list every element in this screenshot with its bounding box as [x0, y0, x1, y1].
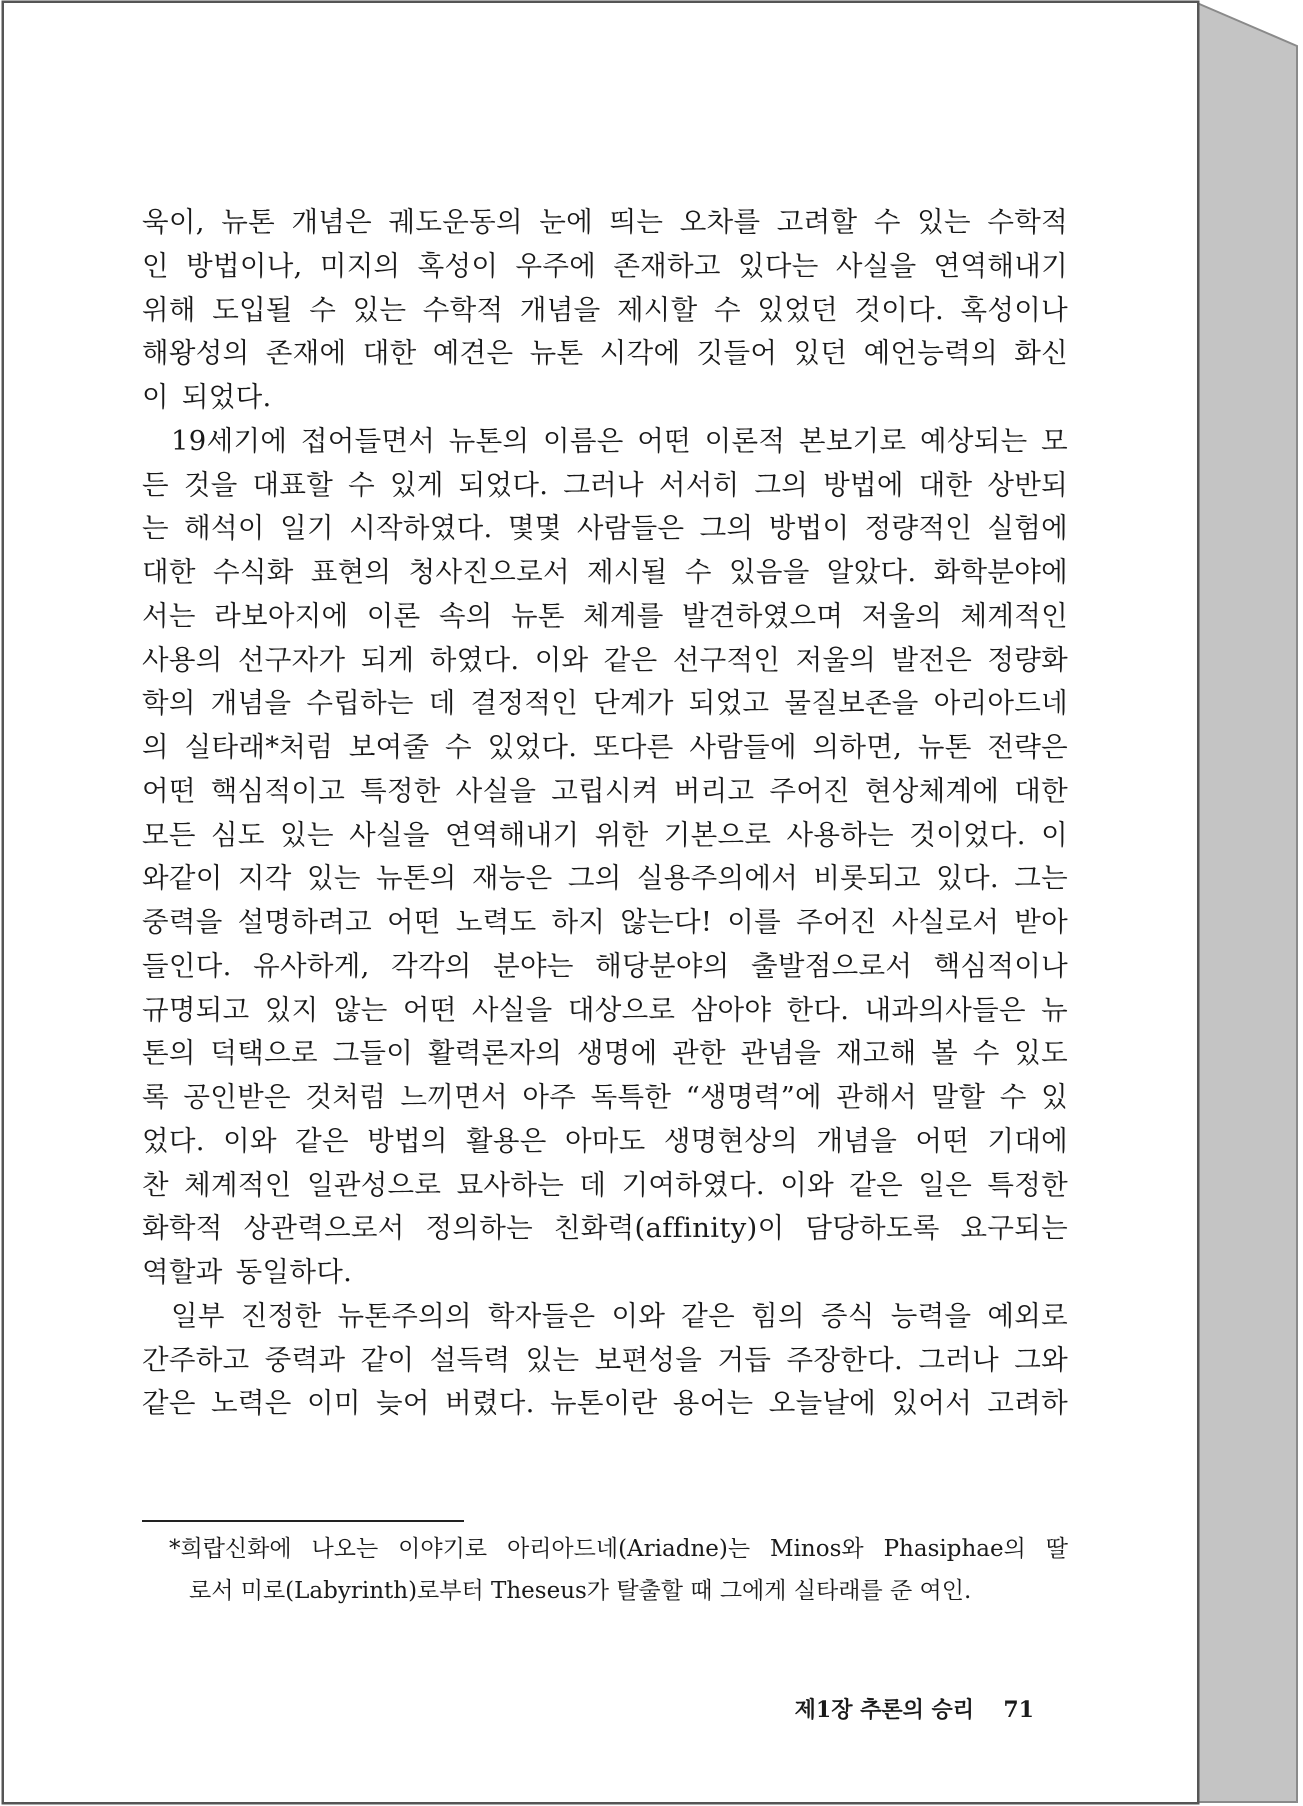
body-line: 19세기에 접어들면서 뉴톤의 이름은 어떤 이론적 본보기로 예상되는 모	[171, 424, 1068, 457]
body-line: 이 되었다.	[142, 381, 272, 413]
book-side-face	[1197, 3, 1297, 1802]
body-line: 대한 수식화 표현의 청사진으로서 제시될 수 있음을 알았다. 화학분야에	[142, 556, 1068, 588]
footnote-line: *희랍신화에 나오는 이야기로 아리아드네(Ariadne)는 Minos와 Phasiphae의 딸	[169, 1536, 1068, 1562]
body-line: 학의 개념을 수립하는 데 결정적인 단계가 되었고 물질보존을 아리아드네	[142, 687, 1068, 720]
body-line: 역할과 동일하다.	[142, 1256, 353, 1288]
body-line: 모든 심도 있는 사실을 연역해내기 위한 기본으로 사용하는 것이었다. 이	[142, 818, 1068, 851]
body-line: 같은 노력은 이미 늦어 버렸다. 뉴톤이란 용어는 오늘날에 있어서 고려하	[142, 1387, 1068, 1420]
page-number: 71	[1003, 1697, 1034, 1723]
body-line: 었다. 이와 같은 방법의 활용은 아마도 생명현상의 개념을 어떤 기대에	[142, 1124, 1068, 1157]
page-footer	[795, 1693, 1034, 1724]
body-line: 와같이 지각 있는 뉴톤의 재능은 그의 실용주의에서 비롯되고 있다. 그는	[142, 862, 1068, 895]
body-line: 중력을 설명하려고 어떤 노력도 하지 않는다! 이를 주어진 사실로서 받아	[142, 906, 1068, 938]
body-line: 어떤 핵심적이고 특정한 사실을 고립시켜 버리고 주어진 현상체계에 대한	[142, 774, 1068, 807]
footnote-rule	[142, 1520, 464, 1522]
body-line: 찬 체계적인 일관성으로 묘사하는 데 기여하였다. 이와 같은 일은 특정한	[142, 1168, 1068, 1201]
body-line: 록 공인받은 것처럼 느끼면서 아주 독특한 “생명력”에 관해서 말할 수 있	[142, 1081, 1068, 1113]
body-line: 욱이, 뉴톤 개념은 궤도운동의 눈에 띄는 오차를 고려할 수 있는 수학적	[142, 206, 1068, 238]
body-line: 규명되고 있지 않는 어떤 사실을 대상으로 삼아야 한다. 내과의사들은 뉴	[142, 993, 1068, 1026]
body-line: 는 해석이 일기 시작하였다. 몇몇 사람들은 그의 방법이 정량적인 실험에	[142, 512, 1068, 545]
page	[4, 3, 1197, 1802]
footnote-line: 로서 미로(Labyrinth)로부터 Theseus가 탈출할 때 그에게 실타래를 준 여인.	[189, 1578, 972, 1604]
body-text	[142, 201, 1068, 1426]
body-line: 의 실타래*처럼 보여줄 수 있었다. 또다른 사람들에 의하면, 뉴톤 전략은	[142, 731, 1068, 763]
footnote	[169, 1528, 1068, 1612]
running-chapter-title: 제1장 추론의 승리	[794, 1697, 975, 1723]
body-line: 들인다. 유사하게, 각각의 분야는 해당분야의 출발점으로서 핵심적이나	[142, 949, 1068, 982]
body-line: 간주하고 중력과 같이 설득력 있는 보편성을 거듭 주장한다. 그러나 그와	[142, 1343, 1068, 1376]
body-line: 화학적 상관력으로서 정의하는 친화력(affinity)이 담당하도록 요구되는	[142, 1212, 1068, 1245]
body-line: 해왕성의 존재에 대한 예견은 뉴톤 시각에 깃들어 있던 예언능력의 화신	[142, 337, 1068, 370]
body-line: 든 것을 대표할 수 있게 되었다. 그러나 서서히 그의 방법에 대한 상반되	[142, 468, 1068, 501]
body-line: 사용의 선구자가 되게 하였다. 이와 같은 선구적인 저울의 발전은 정량화	[142, 643, 1068, 676]
body-line: 서는 라보아지에 이론 속의 뉴톤 체계를 발견하였으며 저울의 체계적인	[142, 599, 1068, 632]
body-line: 인 방법이나, 미지의 혹성이 우주에 존재하고 있다는 사실을 연역해내기	[142, 249, 1068, 282]
body-line: 위해 도입될 수 있는 수학적 개념을 제시할 수 있었던 것이다. 혹성이나	[142, 293, 1068, 326]
body-line: 일부 진정한 뉴톤주의의 학자들은 이와 같은 힘의 증식 능력을 예외로	[171, 1299, 1068, 1332]
body-line: 톤의 덕택으로 그들이 활력론자의 생명에 관한 관념을 재고해 볼 수 있도	[142, 1037, 1068, 1070]
